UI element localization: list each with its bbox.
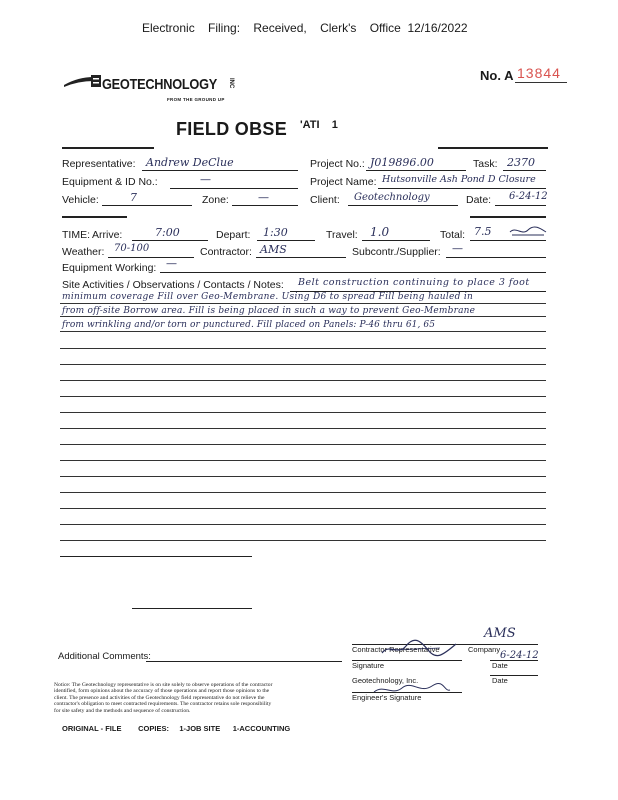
- notice-line: contractor's obligation to meet contracted requirements. The contractor retains sole responsibility: [54, 701, 272, 708]
- vehicle-label: Vehicle:: [62, 194, 99, 206]
- zone-label: Zone:: [202, 194, 229, 206]
- date-value-1: 6-24-12: [500, 650, 539, 661]
- client-value: Geotechnology: [354, 192, 430, 203]
- zone-value: —: [258, 191, 269, 204]
- time-label: TIME:: [62, 229, 90, 241]
- equipment-value: —: [200, 173, 211, 186]
- subcontr-label: Subcontr./Supplier:: [352, 246, 441, 258]
- notes-line-4: from wrinkling and/or torn or punctured. Fill placed on Panels: P-46 thru 61, 65: [62, 320, 436, 330]
- arrive-label: Arrive:: [92, 229, 123, 241]
- weather-label: Weather:: [62, 246, 105, 258]
- equipment-label: Equipment & ID No.:: [62, 176, 158, 188]
- notice-line: client. The presence and activities of the Geotechnology field representative do not relieve the: [54, 694, 265, 701]
- project-no-value: J019896.00: [370, 156, 434, 169]
- logo-tagline: FROM THE GROUND UP: [167, 97, 225, 102]
- subcontr-value: —: [452, 242, 463, 255]
- form-title-fragment: 'ATI 1: [300, 119, 338, 131]
- date-label-2: Date: [492, 676, 508, 685]
- form-number-label: No. A: [480, 68, 514, 83]
- contractor-signature: [380, 638, 460, 658]
- distribution-line: ORIGINAL - FILE COPIES: 1-JOB SITE 1-ACCOUNTING: [62, 724, 291, 733]
- date-value: 6-24-12: [509, 191, 548, 202]
- travel-value: 1.0: [370, 225, 390, 239]
- logo-inc: INC: [228, 78, 234, 89]
- depart-label: Depart:: [216, 229, 251, 241]
- date-label: Date:: [466, 194, 492, 206]
- form-title: FIELD OBSE: [176, 119, 288, 139]
- logo-swoosh-icon: [64, 75, 102, 89]
- company-label: Company: [468, 645, 501, 654]
- form-number-value: 13844: [517, 65, 561, 81]
- depart-value: 1:30: [263, 226, 288, 239]
- notice-line: identified, form opinions about the accuracy of those operations and report those opinions to the: [54, 688, 270, 695]
- notes-label: Site Activities / Observations / Contacts / Notes:: [62, 279, 284, 291]
- notice-text: [54, 682, 344, 714]
- arrive-value: 7:00: [155, 226, 180, 239]
- company-value: AMS: [484, 626, 516, 641]
- project-no-label: Project No.:: [310, 158, 365, 170]
- notes-line-1: Belt construction continuing to place 3 foot: [298, 277, 530, 288]
- representative-label: Representative:: [62, 158, 136, 170]
- signature-label: Signature: [352, 661, 385, 670]
- contractor-label: Contractor:: [200, 246, 252, 258]
- weather-value: 70-100: [114, 243, 150, 254]
- vehicle-value: 7: [130, 191, 137, 204]
- travel-label: Travel:: [326, 229, 358, 241]
- representative-value: Andrew DeClue: [146, 156, 234, 169]
- total-value: 7.5: [474, 225, 492, 238]
- company-logo: [64, 72, 244, 112]
- scribble-mark: [508, 224, 548, 238]
- contractor-value: AMS: [260, 243, 287, 256]
- logo-wordmark: GEOTECHNOLOGY: [102, 76, 217, 93]
- task-label: Task:: [473, 158, 498, 170]
- geotech-label: Geotechnology, Inc.: [352, 676, 419, 685]
- notice-line: for site safety and the methods and sequence of construction.: [54, 707, 191, 714]
- additional-comments-label: Additional Comments:: [58, 651, 151, 662]
- client-label: Client:: [310, 194, 340, 206]
- project-name-value: Hutsonville Ash Pond D Closure: [382, 174, 536, 185]
- engineer-signature-label: Engineer's Signature: [352, 693, 422, 702]
- task-value: 2370: [507, 156, 535, 169]
- notes-line-3: from off-site Borrow area. Fill is being placed in such a way to prevent Geo-Membrane: [62, 306, 476, 316]
- equipment-working-label: Equipment Working:: [62, 262, 157, 274]
- project-name-label: Project Name:: [310, 176, 377, 188]
- date-label-1: Date: [492, 661, 508, 670]
- notice-line: Notice: The Geotechnology representative is on site solely to observe operations of the contractor: [54, 682, 273, 688]
- notes-line-2: minimum coverage Fill over Geo-Membrane. Using D6 to spread Fill being hauled in: [62, 292, 474, 302]
- contractor-rep-label: Contractor Representative: [352, 645, 440, 654]
- total-label: Total:: [440, 229, 466, 241]
- filing-stamp: Electronic Filing: Received, Clerk's Office 12/16/2022: [142, 21, 468, 35]
- equipment-working-value: —: [166, 257, 177, 270]
